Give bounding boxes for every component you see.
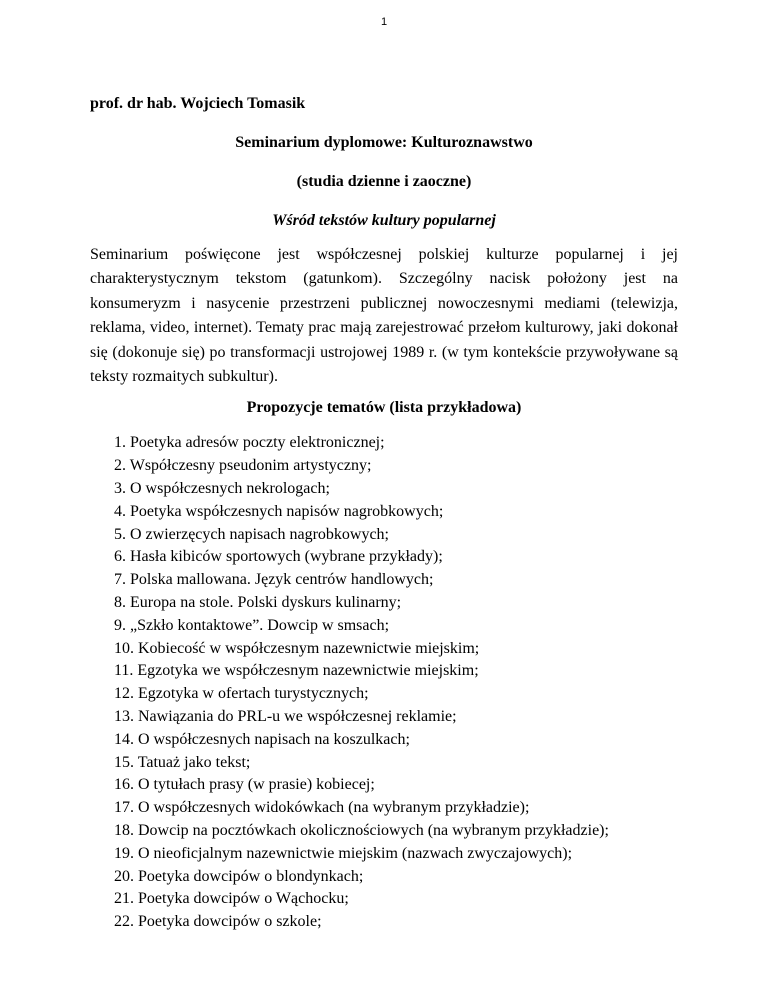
- topic-number: 13.: [114, 708, 134, 725]
- page-number: 1: [380, 16, 388, 28]
- topic-text: Polska mallowana. Język centrów handlowych;: [130, 571, 434, 589]
- topic-item: [114, 592, 678, 615]
- author-name: prof. dr hab. Wojciech Tomasik: [90, 95, 306, 112]
- topic-item: [114, 501, 678, 524]
- topic-text: Poetyka adresów poczty elektronicznej;: [130, 434, 385, 452]
- topic-number: 18.: [114, 821, 134, 839]
- topic-text: Europa na stole. Polski dyskurs kulinarny;: [130, 594, 402, 612]
- topic-number: 11.: [114, 662, 134, 680]
- topic-item: [114, 774, 678, 797]
- topic-text: O nieoficjalnym nazewnictwie miejskim (nazwach zwyczajowych);: [138, 844, 573, 862]
- topic-text: O współczesnych widokówkach (na wybranym przykładzie);: [138, 799, 530, 817]
- topic-number: 19.: [114, 844, 134, 862]
- topic-text: Poetyka dowcipów o blondynkach;: [138, 867, 364, 885]
- topic-item: [114, 729, 678, 752]
- topic-item: [114, 683, 678, 706]
- topic-item: [114, 797, 678, 820]
- topic-item: [114, 478, 678, 501]
- topic-text: Nawiązania do PRL-u we współczesnej reklamie;: [138, 708, 457, 725]
- topic-item: [114, 866, 678, 889]
- topic-number: 22.: [114, 913, 134, 931]
- topic-item: [114, 911, 678, 934]
- topics-list: [90, 432, 678, 934]
- topic-item: [114, 820, 678, 843]
- topic-item: [114, 569, 678, 592]
- topics-heading: Propozycje tematów (lista przykładowa): [246, 399, 522, 417]
- seminar-title: Seminarium dyplomowe: Kulturoznawstwo: [235, 134, 533, 151]
- topic-number: 7.: [114, 571, 126, 589]
- topic-number: 20.: [114, 867, 134, 885]
- topic-number: 4.: [114, 502, 126, 520]
- topic-item: [114, 638, 678, 661]
- topic-text: Współczesny pseudonim artystyczny;: [129, 457, 372, 475]
- topic-number: 3.: [114, 480, 126, 498]
- topic-text: Hasła kibiców sportowych (wybrane przykłady);: [130, 548, 443, 566]
- topic-item: [114, 888, 678, 911]
- topic-text: Tatuaż jako tekst;: [137, 753, 251, 771]
- topic-text: O współczesnych napisach na koszulkach;: [138, 730, 410, 748]
- document-body: [90, 94, 678, 934]
- topic-number: 6.: [114, 548, 126, 566]
- topic-text: „Szkło kontaktowe”. Dowcip w smsach;: [130, 616, 390, 634]
- topic-item: [114, 524, 678, 547]
- topic-text: Kobiecość w współczesnym nazewnictwie miejskim;: [138, 639, 480, 657]
- topic-number: 16.: [114, 776, 134, 794]
- topic-number: 14.: [114, 730, 134, 748]
- topic-number: 2.: [114, 457, 126, 475]
- topic-number: 15.: [114, 753, 134, 771]
- topic-text: Dowcip na pocztówkach okolicznościowych (na wybranym przykładzie);: [138, 821, 609, 839]
- topic-number: 9.: [114, 616, 126, 634]
- topic-number: 5.: [114, 525, 126, 543]
- study-mode: (studia dzienne i zaoczne): [296, 173, 472, 190]
- seminar-subtitle: Wśród tekstów kultury popularnej: [272, 212, 496, 229]
- topic-item: [114, 706, 678, 729]
- topic-text: O współczesnych nekrologach;: [130, 480, 330, 498]
- topic-text: Poetyka dowcipów o szkole;: [138, 913, 322, 931]
- topic-number: 21.: [114, 890, 134, 908]
- topic-number: 8.: [114, 594, 126, 612]
- topic-text: Egzotyka w ofertach turystycznych;: [138, 685, 369, 703]
- seminar-description: Seminarium poświęcone jest współczesnej polskiej kulturze popularnej i jej charakterystycznym tekstom (gatunkom). Szczególny nacisk położony jest na konsumeryzm i nasycenie przestrzeni publicznej nowoczesnymi mediami (telewizja, reklama, video, internet). Tematy prac mają zarejestrować przełom kulturowy, jaki dokonał się (dokonuje się) po transformacji ustrojowej 1989 r. (w tym kontekście przywoływane są teksty rozmaitych subkultur).: [90, 246, 678, 386]
- topic-text: O tytułach prasy (w prasie) kobiecej;: [138, 776, 375, 794]
- topic-number: 17.: [114, 799, 134, 817]
- topic-number: 1.: [114, 434, 126, 452]
- topic-text: O zwierzęcych napisach nagrobkowych;: [130, 525, 389, 543]
- topic-number: 12.: [114, 685, 134, 703]
- topic-item: [114, 615, 678, 638]
- topic-item: [114, 843, 678, 866]
- topic-text: Egzotyka we współczesnym nazewnictwie miejskim;: [137, 662, 479, 680]
- topic-text: Poetyka współczesnych napisów nagrobkowych;: [130, 502, 444, 520]
- topic-text: Poetyka dowcipów o Wąchocku;: [138, 890, 349, 908]
- topic-item: [114, 432, 678, 455]
- topic-item: [114, 660, 678, 683]
- topic-item: [114, 546, 678, 569]
- topic-number: 10.: [114, 639, 134, 657]
- topic-item: [114, 752, 678, 775]
- topic-item: [114, 455, 678, 478]
